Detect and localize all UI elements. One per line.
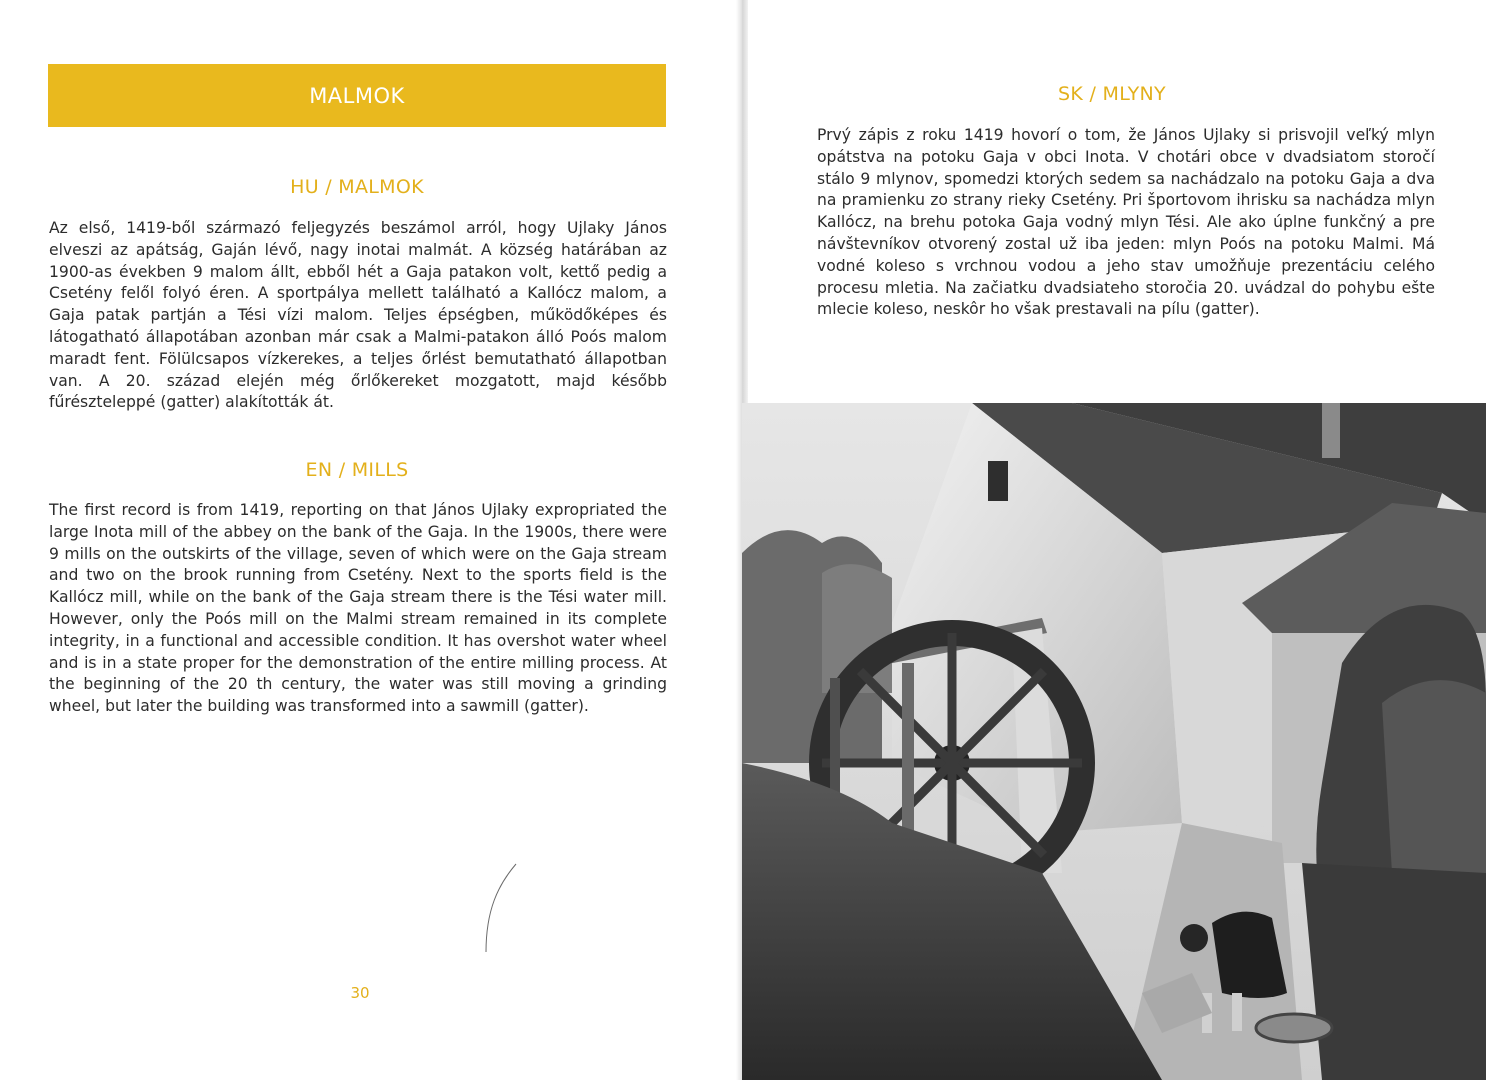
pencil-stroke-mark (478, 860, 518, 955)
banner-title: MALMOK (309, 83, 405, 108)
sk-paragraph: Prvý zápis z roku 1419 hovorí o tom, že János Ujlaky si prisvojil veľký mlyn opátstva na potoku Gaja v obci Inota. V chotári obce v dvadsiatom storočí stálo 9 mlynov, spomedzi ktorých sedem sa nachádzalo na potoku Gaja a dva na pramienku zo strany rieky Csetény. Pri športovom ihrisku sa nachádza mlyn Kallócz, na brehu potoka Gaja vodný mlyn Tési. Ale ako úplne funkčný a pre návštevníkov otvorený zostal už iba jeden: mlyn Poós na potoku Malmi. Má vodné koleso s vrchnou vodou a jeho stav umožňuje prezentáciu celého procesu mletia. Na začiatku dvadsiateho storočia 20. uvádzal do pohybu ešte mlecie koleso, neskôr ho však prestavali na pílu (gatter). (817, 126, 1435, 319)
watermill-photo (742, 403, 1486, 1080)
left-page (0, 0, 742, 1080)
hu-paragraph: Az első, 1419-ből származó feljegyzés beszámol arról, hogy Ujlaky János elveszi az apátság, Gaján lévő, nagy inotai malmát. A község határában az 1900-as években 9 malom állt, ebből hét a Gaja patakon volt, kettő pedig a Csetény felől folyó éren. A sportpálya mellett található a Kallócz malom, a Gaja patak partján a Tési vízi malom. Teljes épségben, működőképes és látogatható állapotában azonban már csak a Malmi-patakon álló Poós malom maradt fent. Fölülcsapos vízkerekes, a teljes őrlést bemutatható állapotban van. A 20. század elején még őrlőkereket mozgatott, majd később fűrészteleppé (gatter) alakították át. (49, 219, 667, 412)
sk-heading: SK / MLYNY (1058, 83, 1166, 105)
en-heading: EN / MILLS (305, 459, 409, 481)
title-banner (48, 64, 666, 127)
hu-heading: HU / MALMOK (290, 176, 424, 198)
page-number: 30 (350, 984, 370, 1002)
en-paragraph: The first record is from 1419, reporting on that János Ujlaky expropriated the large Inota mill of the abbey on the bank of the Gaja. In the 1900s, there were 9 mills on the outskirts of the village, seven of which were on the Gaja stream and two on the brook running from Csetény. Next to the sports field is the Kallócz mill, while on the bank of the Gaja stream there is the Tési water mill. However, only the Poós mill on the Malmi stream remained in its complete integrity, in a functional and accessible condition. It has overshot water wheel and is in a state proper for the demonstration of the entire milling process. At the beginning of the 20 th century, the water was still moving a grinding wheel, but later the building was transformed into a sawmill (gatter). (49, 501, 667, 716)
